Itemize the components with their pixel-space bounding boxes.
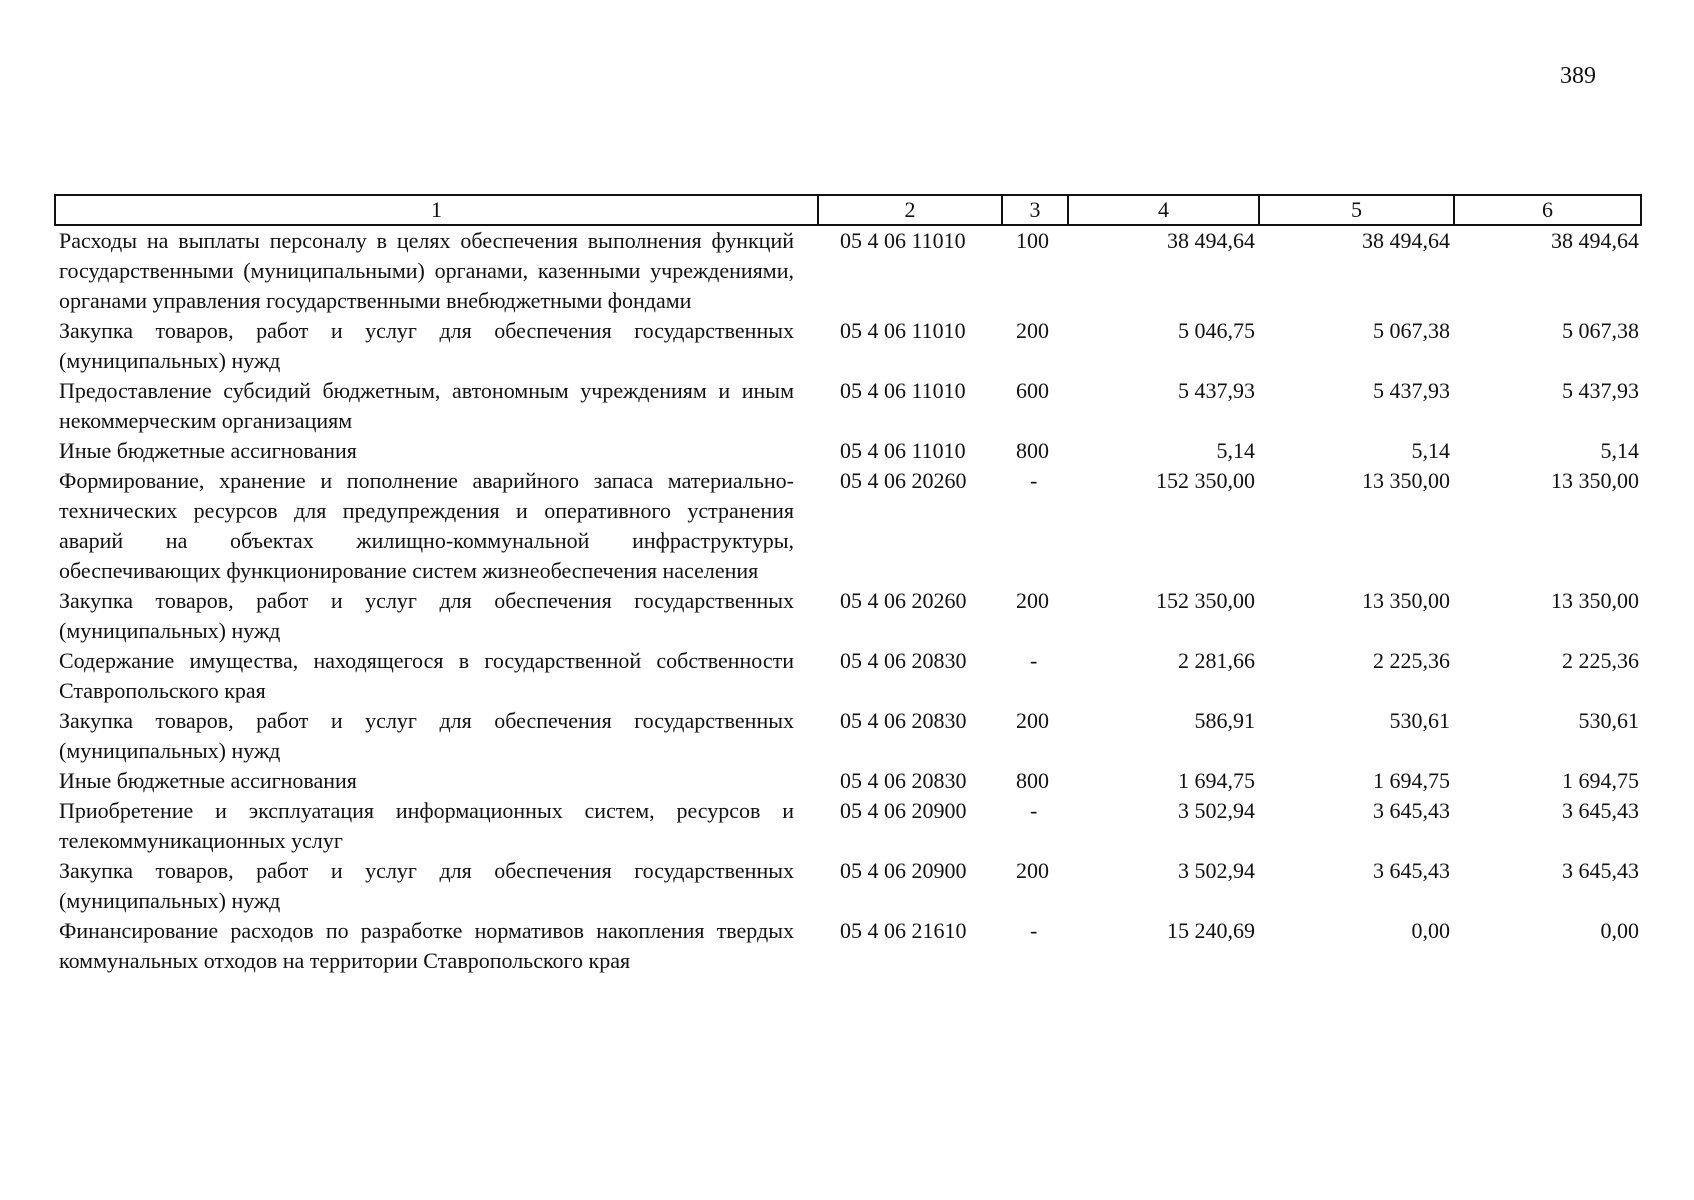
row-value-col-4: 152 350,00 — [1156, 468, 1255, 493]
row-type-cell: - — [1030, 918, 1038, 943]
row-value-col-4: 152 350,00 — [1156, 588, 1255, 613]
row-name-cell: Закупка товаров, работ и услуг для обеспечения государственных (муниципальных) нужд — [59, 588, 794, 643]
row-type-cell: 200 — [1016, 318, 1049, 343]
row-value-col-6: 2 225,36 — [1562, 648, 1639, 673]
row-code-cell: 05 4 06 21610 — [840, 918, 967, 943]
row-value-col-5: 38 494,64 — [1362, 228, 1450, 253]
table-header — [55, 195, 1641, 225]
row-value-col-5: 1 694,75 — [1373, 768, 1450, 793]
table-row — [55, 706, 1641, 766]
row-code-cell: 05 4 06 11010 — [840, 318, 966, 343]
row-type-cell: 200 — [1016, 588, 1049, 613]
header-col-3: 3 — [1002, 195, 1068, 225]
row-value-col-4: 38 494,64 — [1167, 228, 1255, 253]
row-name-cell: Формирование, хранение и пополнение аварийного запаса материально-технических ресурсов для предупреждения и оперативного устранения аварий на объектах жилищно-коммунальной инфраструктуры, обеспечивающих функционирование систем жизнеобеспечения населения — [59, 468, 794, 583]
row-value-col-6: 5 437,93 — [1562, 378, 1639, 403]
row-type-cell: 200 — [1016, 708, 1049, 733]
row-type-cell: 600 — [1016, 378, 1049, 403]
row-name-cell: Содержание имущества, находящегося в государственной собственности Ставропольского края — [59, 648, 794, 703]
row-value-col-5: 0,00 — [1411, 918, 1450, 943]
row-value-col-5: 530,61 — [1389, 708, 1450, 733]
row-value-col-6: 5 067,38 — [1562, 318, 1639, 343]
row-value-col-5: 2 225,36 — [1373, 648, 1450, 673]
row-type-cell: 800 — [1016, 768, 1049, 793]
row-value-col-4: 3 502,94 — [1178, 858, 1255, 883]
row-value-col-5: 13 350,00 — [1362, 588, 1450, 613]
row-value-col-5: 3 645,43 — [1373, 858, 1450, 883]
row-value-col-4: 15 240,69 — [1167, 918, 1255, 943]
row-code-cell: 05 4 06 20900 — [840, 858, 967, 883]
row-code-cell: 05 4 06 20260 — [840, 588, 967, 613]
table-row — [55, 796, 1641, 856]
row-code-cell: 05 4 06 11010 — [840, 228, 966, 253]
row-name-cell: Расходы на выплаты персоналу в целях обеспечения выполнения функций государственными (муниципальными) органами, казенными учреждениями, органами управления государственными внебюджетными фондами — [59, 228, 794, 313]
row-value-col-4: 2 281,66 — [1178, 648, 1255, 673]
row-value-col-4: 5 046,75 — [1178, 318, 1255, 343]
row-code-cell: 05 4 06 20900 — [840, 798, 967, 823]
header-row — [55, 195, 1641, 225]
table-body — [55, 225, 1641, 976]
row-value-col-4: 1 694,75 — [1178, 768, 1255, 793]
table-row — [55, 466, 1641, 586]
row-code-cell: 05 4 06 20830 — [840, 768, 967, 793]
table-row — [55, 316, 1641, 376]
row-value-col-6: 13 350,00 — [1551, 588, 1639, 613]
row-value-col-6: 38 494,64 — [1551, 228, 1639, 253]
row-name-cell: Закупка товаров, работ и услуг для обеспечения государственных (муниципальных) нужд — [59, 708, 794, 763]
row-code-cell: 05 4 06 20830 — [840, 648, 967, 673]
row-code-cell: 05 4 06 11010 — [840, 438, 966, 463]
row-value-col-4: 3 502,94 — [1178, 798, 1255, 823]
row-value-col-6: 530,61 — [1578, 708, 1639, 733]
row-name-cell: Иные бюджетные ассигнования — [59, 438, 357, 463]
row-value-col-6: 1 694,75 — [1562, 768, 1639, 793]
header-col-5: 5 — [1259, 195, 1454, 225]
page-number: 389 — [1560, 63, 1596, 89]
table-row — [55, 586, 1641, 646]
row-type-cell: - — [1030, 648, 1038, 673]
row-code-cell: 05 4 06 20830 — [840, 708, 967, 733]
header-col-1: 1 — [55, 195, 818, 225]
table-row — [55, 916, 1641, 976]
row-type-cell: - — [1030, 798, 1038, 823]
row-value-col-4: 586,91 — [1194, 708, 1255, 733]
header-col-4: 4 — [1068, 195, 1259, 225]
header-col-6: 6 — [1454, 195, 1641, 225]
row-value-col-5: 3 645,43 — [1373, 798, 1450, 823]
budget-table — [54, 194, 1642, 976]
row-type-cell: - — [1030, 468, 1038, 493]
row-name-cell: Иные бюджетные ассигнования — [59, 768, 357, 793]
table-row — [55, 376, 1641, 436]
row-value-col-6: 3 645,43 — [1562, 798, 1639, 823]
table-row — [55, 766, 1641, 796]
table-row — [55, 225, 1641, 316]
row-value-col-5: 13 350,00 — [1362, 468, 1450, 493]
row-name-cell: Финансирование расходов по разработке нормативов накопления твердых коммунальных отходов на территории Ставропольского края — [59, 918, 794, 973]
table-row — [55, 856, 1641, 916]
header-col-2: 2 — [818, 195, 1002, 225]
row-code-cell: 05 4 06 20260 — [840, 468, 967, 493]
row-name-cell: Закупка товаров, работ и услуг для обеспечения государственных (муниципальных) нужд — [59, 318, 794, 373]
row-type-cell: 800 — [1016, 438, 1049, 463]
table-row — [55, 646, 1641, 706]
row-value-col-6: 3 645,43 — [1562, 858, 1639, 883]
row-name-cell: Приобретение и эксплуатация информационных систем, ресурсов и телекоммуникационных услуг — [59, 798, 794, 853]
row-value-col-6: 0,00 — [1600, 918, 1639, 943]
row-value-col-5: 5 437,93 — [1373, 378, 1450, 403]
table-row — [55, 436, 1641, 466]
row-value-col-5: 5 067,38 — [1373, 318, 1450, 343]
row-name-cell: Предоставление субсидий бюджетным, автономным учреждениям и иным некоммерческим организациям — [59, 378, 794, 433]
row-name-cell: Закупка товаров, работ и услуг для обеспечения государственных (муниципальных) нужд — [59, 858, 794, 913]
row-type-cell: 200 — [1016, 858, 1049, 883]
row-value-col-5: 5,14 — [1411, 438, 1450, 463]
row-value-col-4: 5 437,93 — [1178, 378, 1255, 403]
row-type-cell: 100 — [1016, 228, 1049, 253]
row-value-col-4: 5,14 — [1216, 438, 1255, 463]
row-value-col-6: 13 350,00 — [1551, 468, 1639, 493]
row-value-col-6: 5,14 — [1600, 438, 1639, 463]
row-code-cell: 05 4 06 11010 — [840, 378, 966, 403]
